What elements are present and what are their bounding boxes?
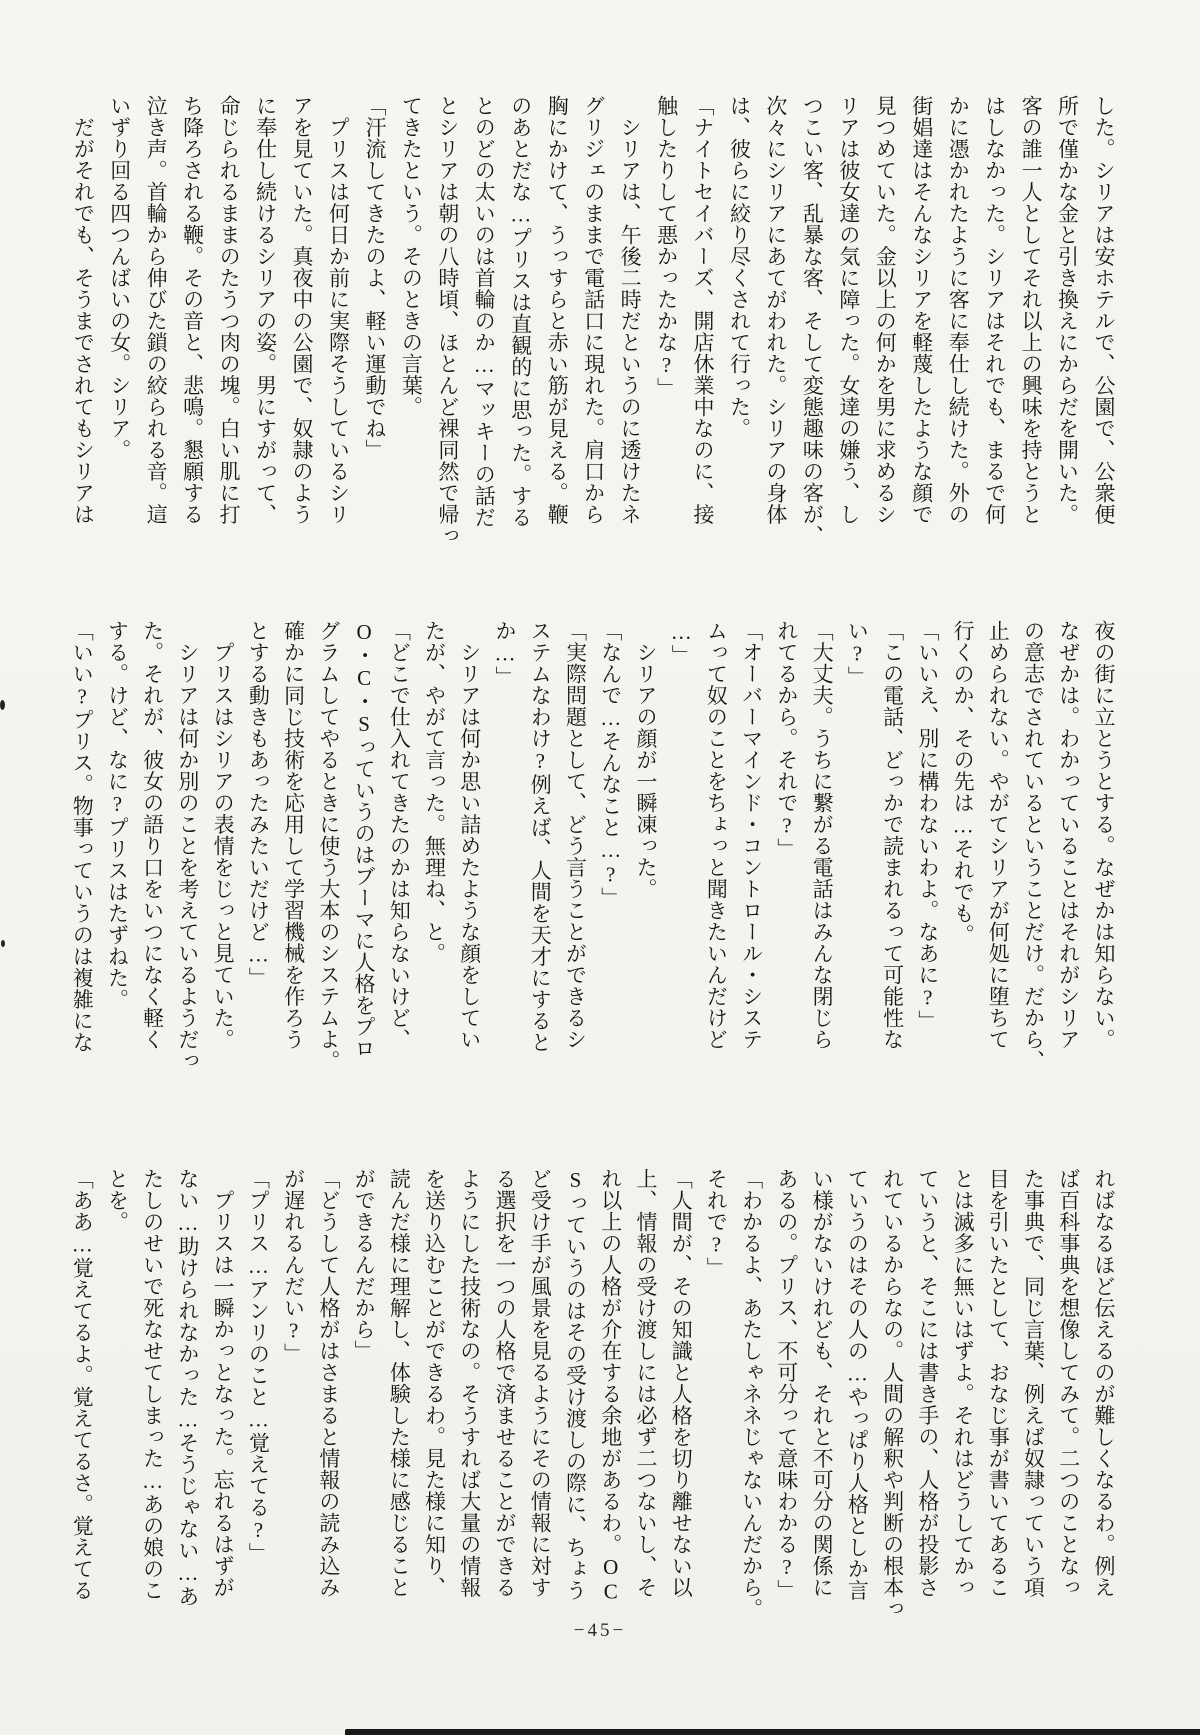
text-column: 次々にシリアにあてがわれた。シリアの身体: [763, 95, 788, 525]
text-column: シリアは何か思い詰めたような顔をしてい: [457, 620, 482, 1050]
text-column: 「ああ…覚えてるよ。覚えてるさ。覚えてる: [70, 1168, 95, 1601]
text-column: ど受け手が風景を見るようにその情報に対す: [528, 1168, 553, 1598]
text-column: 「オーバーマインド・コントロール・システ: [739, 620, 764, 1050]
page-number: −45−: [573, 1620, 627, 1641]
text-column: 「いいえ、別に構わないわよ。なあに?」: [915, 620, 940, 1032]
scan-artifact-bottom-edge: [345, 1729, 1200, 1735]
text-column: い?」: [845, 620, 870, 688]
text-column: シリアは、午後二時だというのに透けたネ: [618, 95, 643, 525]
text-column: ていうと、そこには書き手の、人格が投影さ: [915, 1168, 940, 1598]
text-column: リアは彼女達の気に障った。女達の嫌う、し: [836, 95, 861, 525]
text-column: はしなかった。シリアはそれでも、まるで何: [982, 95, 1007, 525]
text-block-bottom: [58, 1168, 1115, 1623]
text-column: シリアの顔が一瞬凍った。: [633, 620, 658, 900]
text-column: か…」: [493, 620, 518, 688]
text-column: 「どこで仕入れてきたのかは知らないけど、: [387, 620, 412, 1050]
text-column: る選択を一つの人格で済ませることができる: [493, 1168, 518, 1598]
text-column: 目を引いたとして、おなじ事が書いてあるこ: [986, 1168, 1011, 1598]
text-column: 「大丈夫。うちに繋がる電話はみんな閉じら: [810, 620, 835, 1050]
text-column: とを。: [105, 1168, 130, 1233]
text-column: 所で僅かな金と引き換えにからだを開いた。: [1055, 95, 1080, 525]
text-column: 止められない。やがてシリアが何処に堕ちて: [986, 620, 1011, 1050]
text-column: 読んだ様に理解し、体験した様に感じること: [387, 1168, 412, 1598]
text-column: 確かに同じ技術を応用して学習機械を作ろう: [281, 620, 306, 1050]
text-column: かに憑かれたように客に奉仕し続けた。外の: [946, 95, 971, 525]
text-column: いずり回る四つんばいの女。シリア。: [107, 95, 132, 461]
text-column: 客の誰一人としてそれ以上の興味を持とうと: [1019, 95, 1044, 525]
text-column: プリスは一瞬かっとなった。忘れるはずが: [211, 1168, 236, 1598]
text-block-middle: [58, 620, 1115, 1072]
text-column: た。それが、彼女の語り口をいつになく軽く: [140, 620, 165, 1050]
text-column: O・C・Sっていうのはブーマに人格をプロ: [352, 620, 377, 1059]
text-column: 行くのか、その先は…それでも。: [951, 620, 976, 946]
text-column: シリアは何か別のことを考えているようだっ: [175, 620, 200, 1072]
text-column: 見つめていた。金以上の何かを男に求めるシ: [873, 95, 898, 525]
text-column: それで?」: [704, 1168, 729, 1279]
text-column: とする動きもあったみたいだけど…」: [246, 620, 271, 989]
text-column: 「実際問題として、どう言うことができるシ: [563, 620, 588, 1050]
text-column: 触したりして悪かったかな?」: [654, 95, 679, 399]
text-column: に奉仕し続けるシリアの姿。男にすがって、: [253, 95, 278, 525]
text-column: が遅れるんだい?」: [281, 1168, 306, 1365]
text-column: 「どうして人格がはさまると情報の読み込み: [316, 1168, 341, 1598]
text-column: は、彼らに絞り尽くされて行った。: [727, 95, 752, 439]
text-column: たしのせいで死なせてしまった…あの娘のこ: [140, 1168, 165, 1601]
text-column: ができるんだから」: [352, 1168, 377, 1362]
scan-artifact-speck: [0, 700, 5, 710]
text-column: つこい客、乱暴な客、そして変態趣味の客が、: [800, 95, 825, 547]
text-column: ない…助けられなかった…そうじゃない…あ: [175, 1168, 200, 1607]
text-column: ば百科事典を想像してみて。二つのことなっ: [1056, 1168, 1081, 1598]
text-column: い様がないけれども、それと不可分の関係に: [810, 1168, 835, 1598]
text-column: 上、情報の受け渡しには必ず二つないし、そ: [633, 1168, 658, 1598]
text-column: プリスは何日か前に実際そうしているシリ: [326, 95, 351, 525]
text-column: ればなるほど伝えるのが難しくなるわ。例え: [1092, 1168, 1116, 1598]
text-column: アを見ていた。真夜中の公園で、奴隷のよう: [290, 95, 315, 525]
text-column: とは滅多に無いはずよ。それはどうしてかっ: [951, 1168, 976, 1598]
text-column: Sっていうのはその受け渡しの際に、ちょう: [563, 1168, 588, 1601]
text-column: 命じられるままのたうつ肉の塊。白い肌に打: [217, 95, 242, 525]
text-column: する。けど、なに?プリスはたずねた。: [105, 620, 130, 1010]
text-column: 「ナイトセイバーズ、開店休業中なのに、接: [691, 95, 716, 525]
text-column: を送り込むことができるわ。見た様に知り、: [422, 1168, 447, 1598]
text-column: グリジェのままで電話口に現れた。肩口から: [581, 95, 606, 525]
text-column: てきたという。そのときの言葉。: [399, 95, 424, 418]
text-column: とのどの太いのは首輪のか…マッキーの話だ: [472, 95, 497, 528]
text-column: 街娼達はそんなシリアを軽蔑したような顔で: [909, 95, 934, 525]
text-column: ステムなわけ?例えば、人間を天才にすると: [528, 620, 553, 1053]
text-column: ち降ろされる鞭。その音と、悲鳴。懇願する: [180, 95, 205, 525]
text-column: プリスはシリアの表情をじっと見ていた。: [211, 620, 236, 1050]
text-column: 胸にかけて、うっすらと赤い筋が見える。鞭: [545, 95, 570, 525]
text-column: 「いい?プリス。物事っていうのは複雑にな: [70, 620, 95, 1053]
text-column: のあとだな…プリスは直観的に思った。する: [508, 95, 533, 528]
text-column: の意志でされているということだけ。だから、: [1021, 620, 1046, 1072]
text-column: した。シリアは安ホテルで、公園で、公衆便: [1092, 95, 1116, 525]
text-column: だがそれでも、そうまでされてもシリアは: [71, 95, 96, 525]
text-column: グラムしてやるときに使う大本のシステムよ。: [316, 620, 341, 1072]
text-column: ようにした技術なの。そうすれば大量の情報: [457, 1168, 482, 1598]
text-column: 「人間が、その知識と人格を切り離せない以: [669, 1168, 694, 1598]
text-column: たが、やがて言った。無理ね、と。: [422, 620, 447, 964]
text-block-top: [58, 95, 1115, 547]
text-column: れているからなの。人間の解釈や判断の根本っ: [880, 1168, 905, 1620]
text-column: 「なんで…そんなこと…?」: [598, 620, 623, 909]
text-column: た事典で、同じ言葉、例えば奴隷っていう項: [1021, 1168, 1046, 1598]
text-column: なぜかは。わかっていることはそれがシリア: [1056, 620, 1081, 1050]
text-column: 「この電話、どっかで読まれるって可能性な: [880, 620, 905, 1050]
text-column: あるの。プリス、不可分って意味わかる?」: [774, 1168, 799, 1601]
text-column: れ以上の人格が介在する余地があるわ。OC: [598, 1168, 623, 1604]
scan-artifact-speck: [1, 940, 5, 947]
text-column: ムって奴のことをちょっと聞きたいんだけど: [704, 620, 729, 1050]
text-column: 「プリス…アンリのこと…覚えてる?」: [246, 1168, 271, 1564]
text-column: とシリアは朝の八時頃、ほとんど裸同然で帰っ: [435, 95, 460, 547]
text-column: ていうのはその人の…やっぱり人格としか言: [845, 1168, 870, 1601]
text-column: 泣き声。首輪から伸びた鎖の絞られる音。這: [144, 95, 169, 525]
text-column: れてるから。それで?」: [774, 620, 799, 860]
text-column: 「汗流してきたのよ、軽い運動でね」: [362, 95, 387, 461]
text-column: …」: [669, 620, 694, 666]
text-column: 夜の街に立とうとする。なぜかは知らない。: [1092, 620, 1116, 1050]
text-column: 「わかるよ、あたしゃネネじゃないんだから。: [739, 1168, 764, 1620]
